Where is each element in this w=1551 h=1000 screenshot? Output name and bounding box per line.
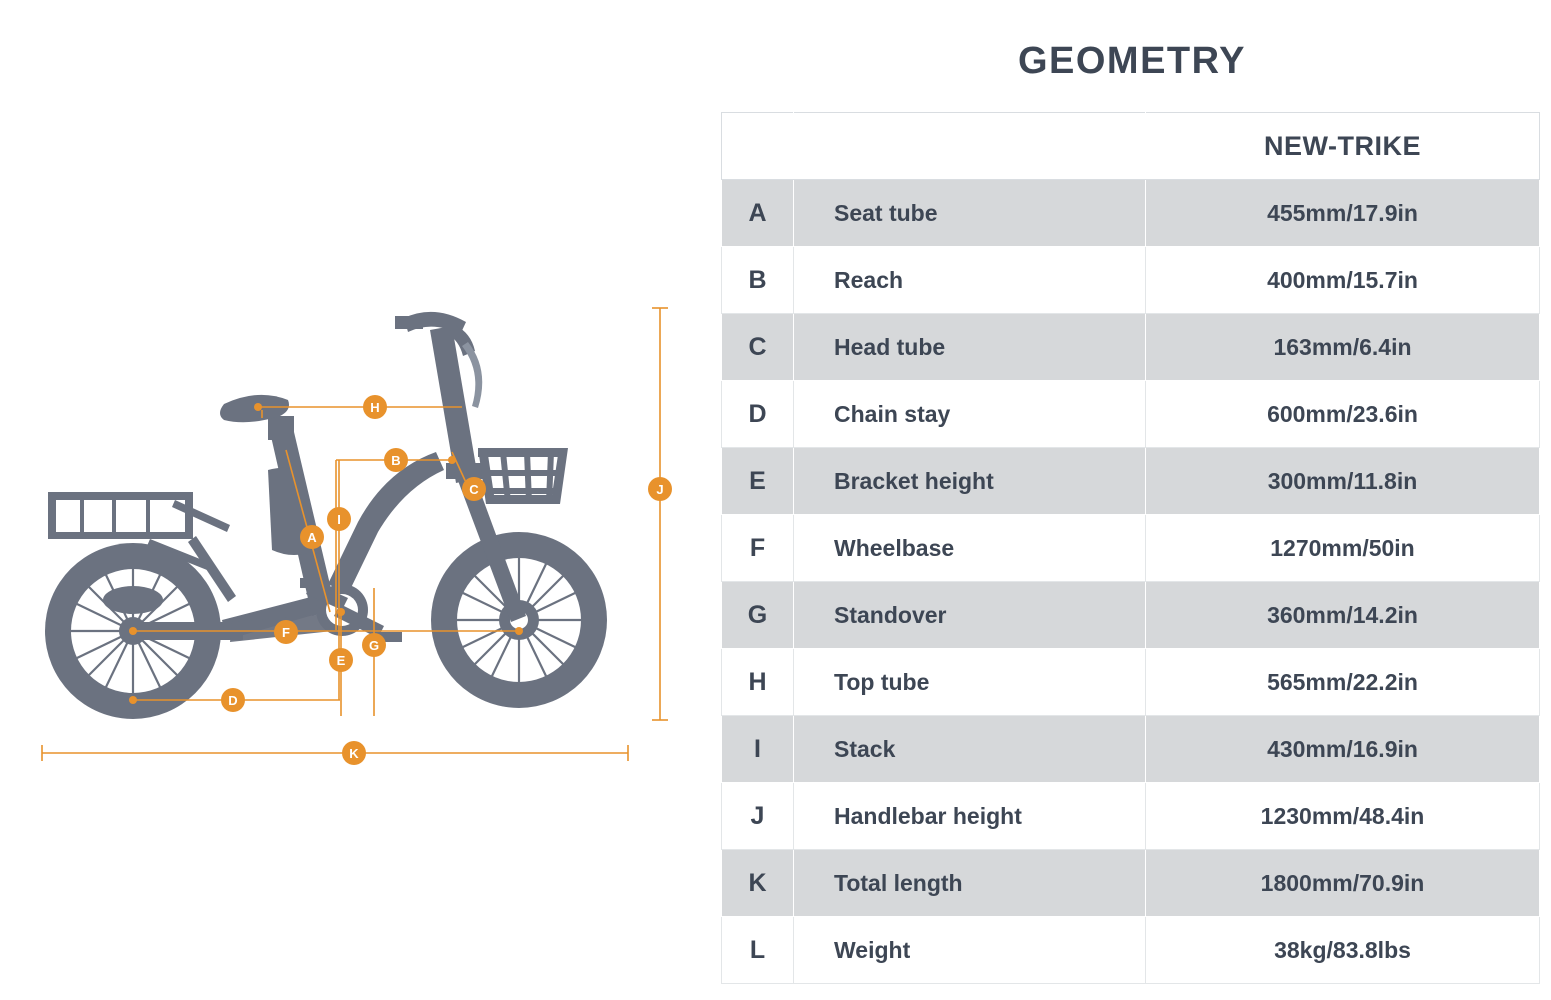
row-name: Handlebar height: [794, 783, 1146, 850]
geometry-table-panel: [713, 0, 1551, 1000]
svg-text:H: H: [370, 400, 380, 415]
callout-marker-J: [648, 477, 672, 501]
row-letter: E: [722, 448, 794, 515]
row-name: Chain stay: [794, 381, 1146, 448]
row-letter: L: [722, 917, 794, 984]
row-name: Head tube: [794, 314, 1146, 381]
callout-marker-E: [329, 648, 353, 672]
svg-text:A: A: [307, 530, 317, 545]
header-letter-cell: [722, 113, 794, 180]
row-letter: K: [722, 850, 794, 917]
table-row: [722, 917, 1540, 984]
table-row: [722, 314, 1540, 381]
table-row: [722, 649, 1540, 716]
table-row: [722, 448, 1540, 515]
bike-illustration: [45, 312, 607, 719]
row-value: 430mm/16.9in: [1146, 716, 1540, 783]
row-name: Weight: [794, 917, 1146, 984]
callout-marker-F: [274, 620, 298, 644]
callout-marker-D: [221, 688, 245, 712]
row-value: 565mm/22.2in: [1146, 649, 1540, 716]
table-row: [722, 783, 1540, 850]
row-value: 163mm/6.4in: [1146, 314, 1540, 381]
row-letter: I: [722, 716, 794, 783]
svg-text:I: I: [337, 512, 341, 527]
callout-marker-A: [300, 525, 324, 549]
table-row: [722, 716, 1540, 783]
svg-text:J: J: [656, 482, 664, 497]
row-name: Bracket height: [794, 448, 1146, 515]
row-letter: D: [722, 381, 794, 448]
table-row: [722, 180, 1540, 247]
row-letter: C: [722, 314, 794, 381]
geometry-table-body: [722, 180, 1540, 984]
page-title: GEOMETRY: [1017, 40, 1247, 82]
table-header-row: [722, 113, 1540, 180]
table-row: [722, 247, 1540, 314]
svg-text:B: B: [391, 453, 401, 468]
row-name: Standover: [794, 582, 1146, 649]
callout-marker-K: [342, 741, 366, 765]
row-name: Seat tube: [794, 180, 1146, 247]
svg-text:F: F: [282, 625, 290, 640]
row-name: Reach: [794, 247, 1146, 314]
row-letter: F: [722, 515, 794, 582]
svg-text:C: C: [469, 482, 479, 497]
row-name: Total length: [794, 850, 1146, 917]
callout-marker-I: [327, 507, 351, 531]
row-letter: A: [722, 180, 794, 247]
bike-geometry-diagram: [0, 0, 710, 1000]
row-letter: G: [722, 582, 794, 649]
bike-diagram-svg: [0, 0, 710, 1000]
row-value: 1230mm/48.4in: [1146, 783, 1540, 850]
svg-text:E: E: [336, 653, 346, 668]
row-letter: J: [722, 783, 794, 850]
header-name-cell: [794, 113, 1146, 180]
row-value: 1800mm/70.9in: [1146, 850, 1540, 917]
row-value: 400mm/15.7in: [1146, 247, 1540, 314]
table-row: [722, 850, 1540, 917]
row-value: 38kg/83.8lbs: [1146, 917, 1540, 984]
row-letter: B: [722, 247, 794, 314]
table-row: [722, 381, 1540, 448]
header-model-cell: NEW-TRIKE: [1146, 113, 1540, 180]
svg-text:K: K: [349, 746, 359, 761]
svg-text:D: D: [228, 693, 238, 708]
row-name: Top tube: [794, 649, 1146, 716]
row-letter: H: [722, 649, 794, 716]
table-row: [722, 582, 1540, 649]
row-value: 1270mm/50in: [1146, 515, 1540, 582]
callout-marker-C: [462, 477, 486, 501]
row-value: 360mm/14.2in: [1146, 582, 1540, 649]
row-value: 600mm/23.6in: [1146, 381, 1540, 448]
row-name: Stack: [794, 716, 1146, 783]
row-value: 300mm/11.8in: [1146, 448, 1540, 515]
row-value: 455mm/17.9in: [1146, 180, 1540, 247]
svg-text:G: G: [368, 638, 380, 653]
callout-marker-H: [363, 395, 387, 419]
row-name: Wheelbase: [794, 515, 1146, 582]
table-row: [722, 515, 1540, 582]
callout-marker-B: [384, 448, 408, 472]
geometry-table: [721, 112, 1540, 984]
callout-marker-G: [362, 633, 386, 657]
